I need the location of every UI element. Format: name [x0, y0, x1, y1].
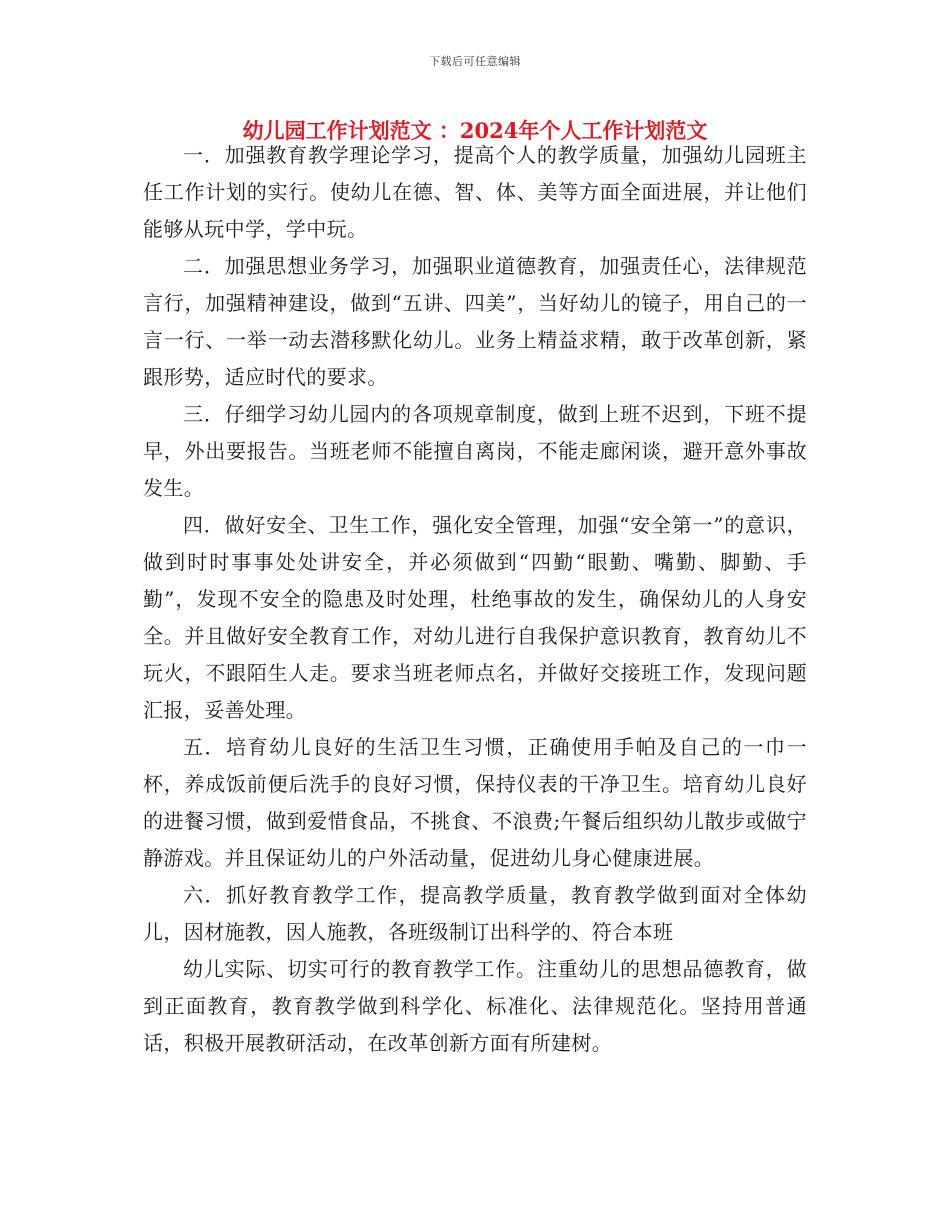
paragraph-4: 四．做好安全、卫生工作，强化安全管理，加强“安全第一”的意识，做到时时事事处处讲安全，并必须做到“四勤“眼勤、嘴勤、脚勤、手勤”，发现不安全的隐患及时处理，杜绝事故的发生，确保幼儿的人身安全。并且做好安全教育工作，对幼儿进行自我保护意识教育，教育幼儿不玩火，不跟陌生人走。要求当班老师点名，并做好交接班工作，发现问题汇报，妥善处理。 [143, 513, 807, 722]
header-note: 下载后可任意编辑 [429, 55, 521, 68]
document-title: 幼儿园工作计划范文 ：2024年个人工作计划范文 [242, 118, 708, 143]
paragraph-7: 幼儿实际、切实可行的教育教学工作。注重幼儿的思想品德教育，做到正面教育，教育教学做到科学化、标准化、法律规范化。坚持用普通话，积极开展教研活动，在改革创新方面有所建树。 [143, 957, 807, 1055]
paragraph-5: 五．培育幼儿良好的生活卫生习惯，正确使用手帕及自己的一巾一杯，养成饭前便后洗手的良好习惯，保持仪表的干净卫生。培育幼儿良好的进餐习惯，做到爱惜食品，不挑食、不浪费;午餐后组织幼儿散步或做宁静游戏。并且保证幼儿的户外活动量，促进幼儿身心健康进展。 [143, 735, 807, 870]
paragraph-3: 三．仔细学习幼儿园内的各项规章制度，做到上班不迟到，下班不提早，外出要报告。当班老师不能擅自离岗，不能走廊闲谈，避开意外事故发生。 [143, 402, 807, 500]
paragraph-6: 六．抓好教育教学工作，提高教学质量，教育教学做到面对全体幼儿，因材施教，因人施教，各班级制订出科学的、符合本班 [143, 883, 807, 944]
document-body [143, 137, 807, 1062]
paragraph-2: 二．加强思想业务学习，加强职业道德教育，加强责任心，法律规范言行，加强精神建设，做到“五讲、四美”，当好幼儿的镜子，用自己的一言一行、一举一动去潜移默化幼儿。业务上精益求精，敢于改革创新，紧跟形势，适应时代的要求。 [143, 254, 807, 389]
paragraph-1: 一．加强教育教学理论学习，提高个人的教学质量，加强幼儿园班主任工作计划的实行。使幼儿在德、智、体、美等方面全面进展，并让他们能够从玩中学，学中玩。 [143, 143, 807, 241]
